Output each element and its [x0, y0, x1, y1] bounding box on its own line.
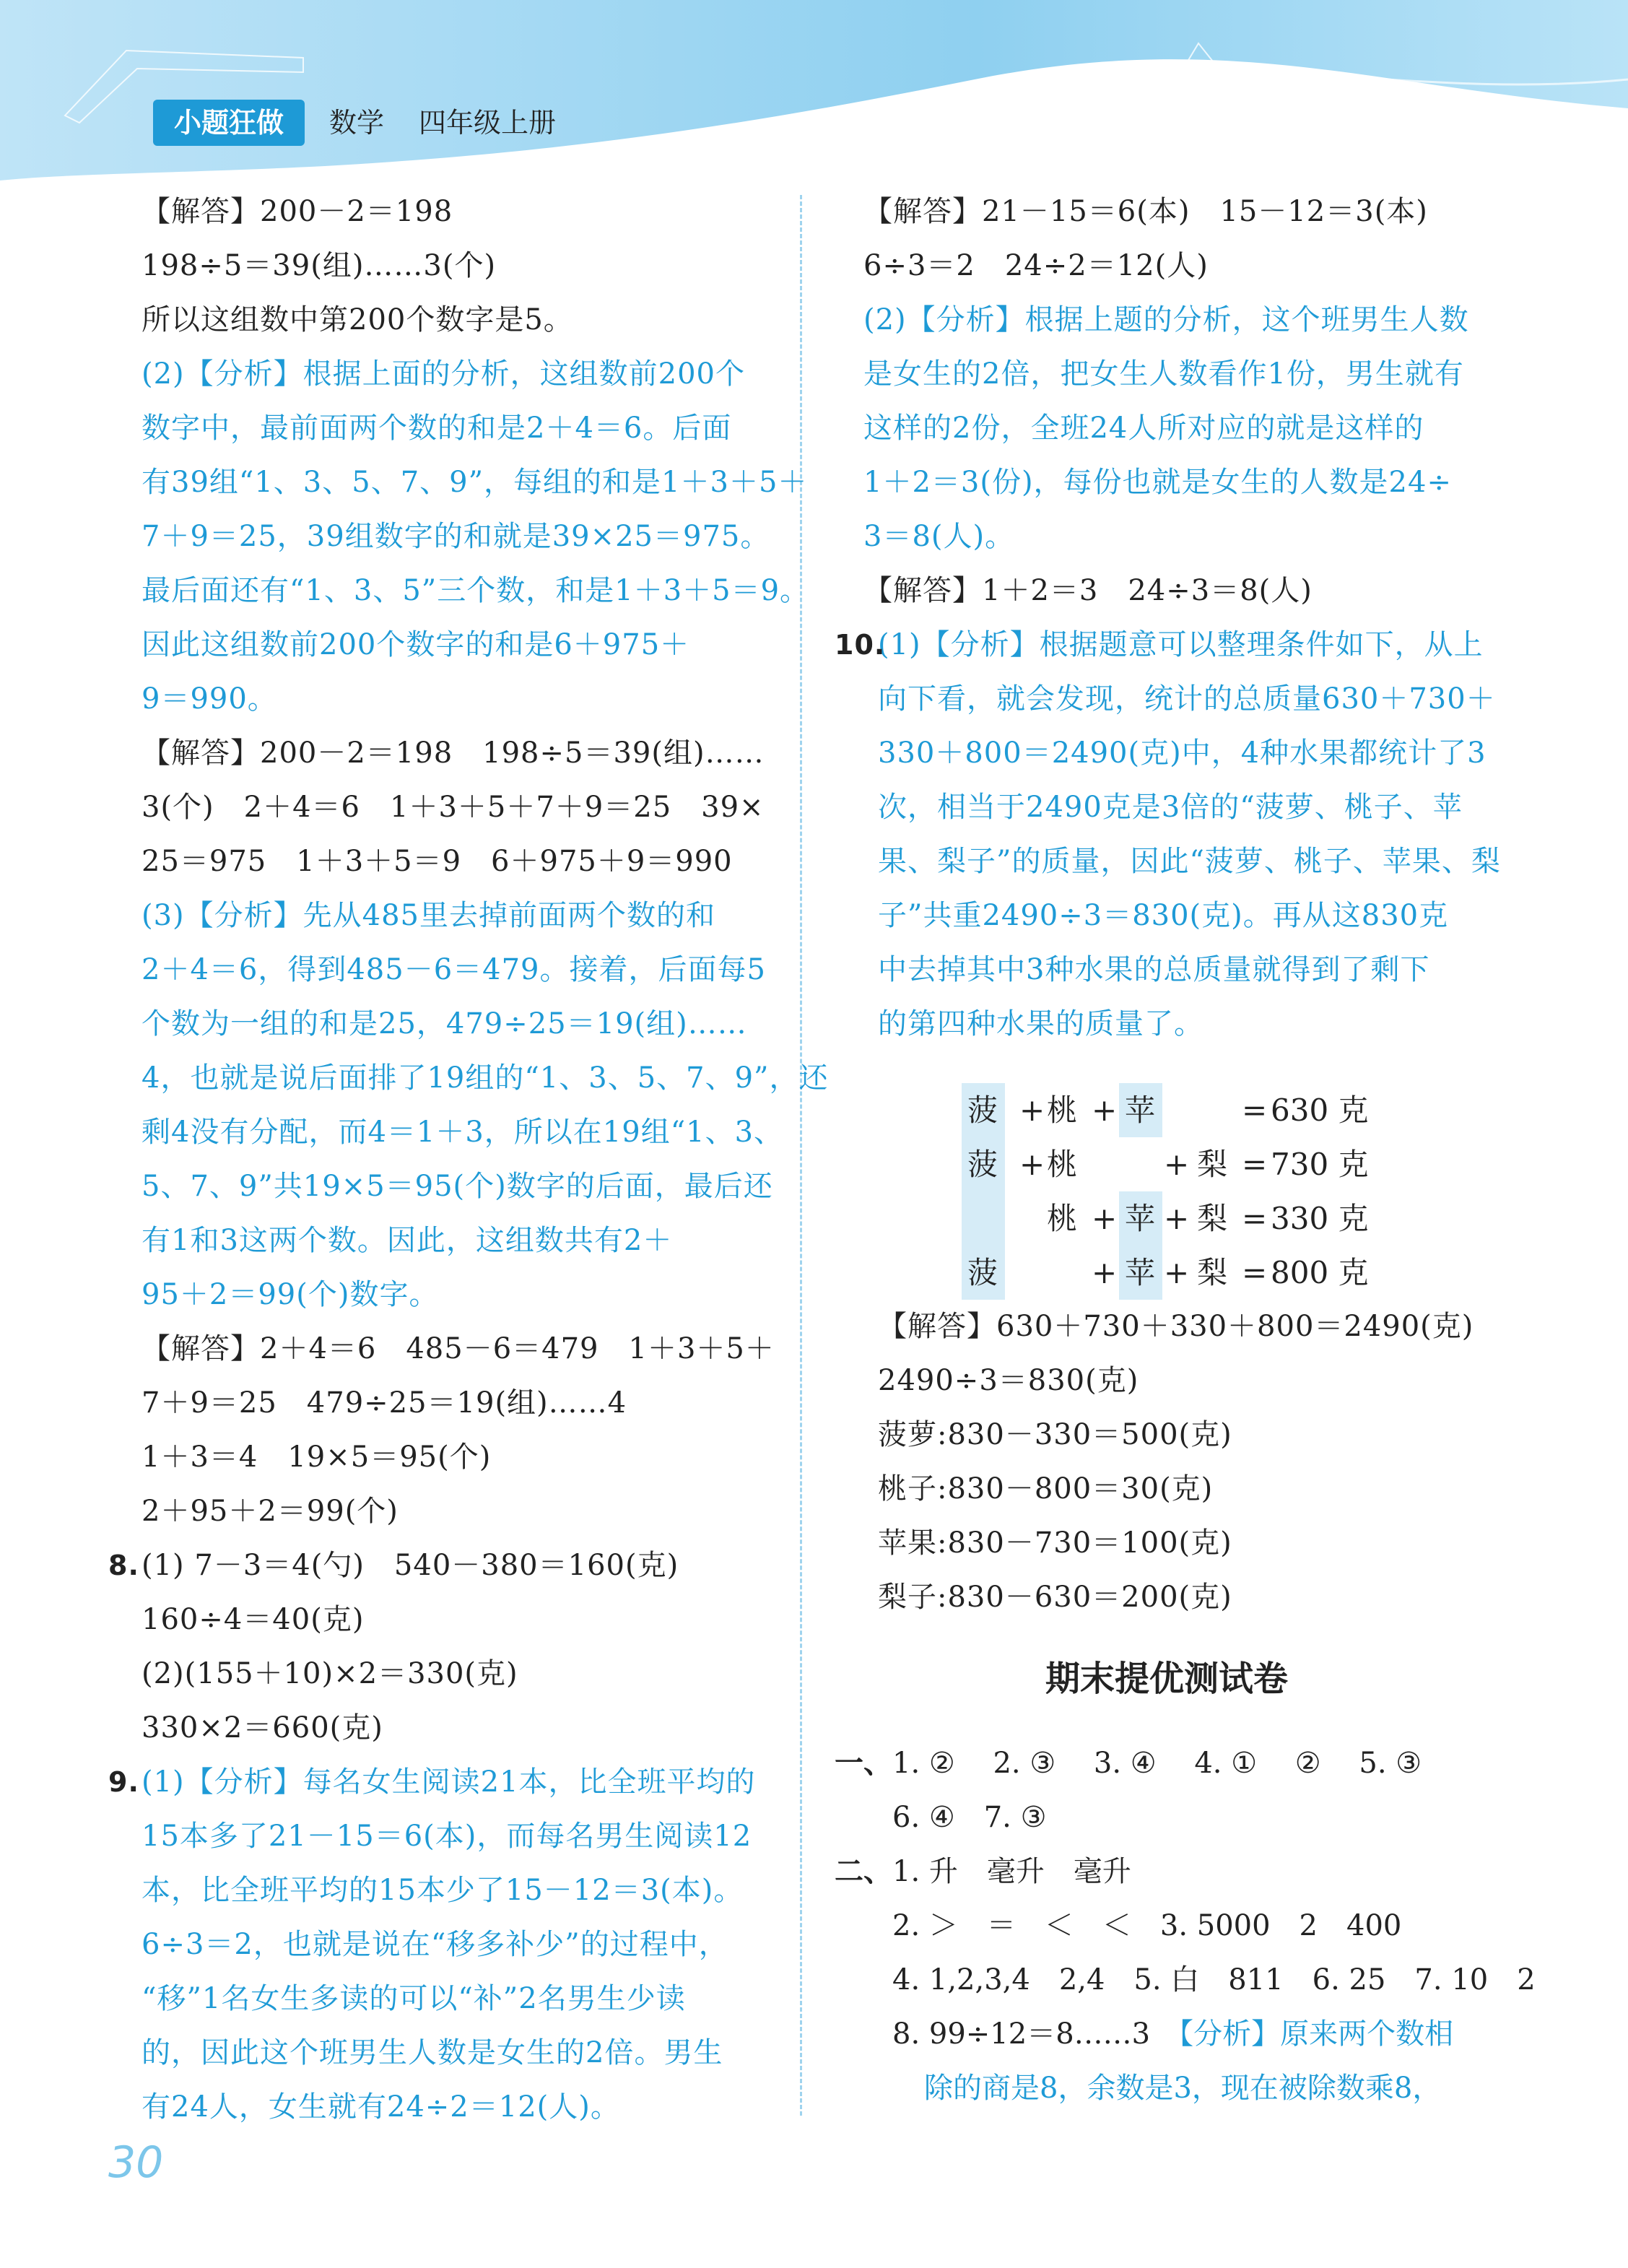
brand-tag: 小题狂做 [153, 100, 305, 146]
question-8-line: 8. (1) 7－3＝4(勺) 540－380＝160(克) [142, 1539, 777, 1593]
analysis-line: (2)【分析】根据上题的分析，这个班男生人数 [863, 303, 1469, 336]
analysis-line: (2)【分析】根据上面的分析，这组数前200个 [142, 357, 746, 391]
analysis-line: 最后面还有“1、3、5”三个数，和是1＋3＋5＝9。 [142, 574, 810, 607]
section-1-answers: 1. ② 2. ③ 3. ④ 4. ① ② 5. ③ [892, 1747, 1422, 1780]
analysis-line: 4，也就是说后面排了19组的“1、3、5、7、9”，还 [142, 1061, 829, 1095]
section-2-answers: 2. ＞ ＝ ＜ ＜ 3. 5000 2 400 [892, 1909, 1402, 1942]
question-number: 10. [835, 629, 886, 661]
question-number: 9. [108, 1766, 139, 1798]
answer-line: 【解答】1＋2＝3 24÷3＝8(人) [863, 574, 1313, 607]
analysis-line: 向下看，就会发现，统计的总质量630＋730＋ [878, 682, 1496, 716]
left-column [108, 185, 829, 2134]
subject-label: 数学 [329, 107, 385, 139]
analysis-line: 有39组“1、3、5、7、9”，每组的和是1＋3＋5＋ [142, 466, 808, 499]
analysis-line: 这样的2份，全班24人所对应的就是这样的 [863, 412, 1424, 445]
analysis-line: 数字中，最前面两个数的和是2＋4＝6。后面 [142, 412, 732, 445]
answer-line: 桃子:830－800＝30(克) [878, 1472, 1214, 1506]
answer-line: 3(个) 2＋4＝6 1＋3＋5＋7＋9＝25 39× [142, 791, 765, 824]
section-2-answers: 8. 99÷12＝8……3 【分析】原来两个数相 [892, 2017, 1454, 2051]
analysis-line: 1＋2＝3(份)，每份也就是女生的人数是24÷ [863, 466, 1452, 499]
answer-line: 7＋9＝25 479÷25＝19(组)……4 [142, 1386, 627, 1420]
analysis-line: 因此这组数前200个数字的和是6＋975＋ [142, 628, 690, 661]
analysis-line: 有24人，女生就有24÷2＝12(人)。 [142, 2090, 620, 2124]
analysis-line: 15本多了21－15＝6(本)，而每名男生阅读12 [142, 1820, 752, 1853]
analysis-line: 5、7、9”共19×5＝95(个)数字的后面，最后还 [142, 1170, 773, 1203]
analysis-line: 的，因此这个班男生人数是女生的2倍。男生 [142, 2036, 723, 2069]
analysis-line: 95＋2＝99(个)数字。 [142, 1278, 439, 1311]
analysis-line: 除的商是8，余数是3，现在被除数乘8， [924, 2072, 1442, 2105]
analysis-line: 剩4没有分配，而4＝1＋3，所以在19组“1、3、 [142, 1116, 784, 1149]
section-2-label: 二、 [835, 1855, 892, 1888]
analysis-line: 330＋800＝2490(克)中，4种水果都统计了3 [878, 737, 1486, 770]
analysis-line: 3＝8(人)。 [863, 520, 1015, 553]
analysis-line: (3)【分析】先从485里去掉前面两个数的和 [142, 899, 716, 932]
section-1-answers: 6. ④ 7. ③ [892, 1801, 1047, 1834]
answer-line: 梨子:830－630＝200(克) [878, 1581, 1232, 1614]
section-2-answers: 1. 升 毫升 毫升 [892, 1855, 1131, 1888]
question-10-line: 10. (1)【分析】根据题意可以整理条件如下，从上 [863, 618, 1499, 672]
analysis-line: 是女生的2倍，把女生人数看作1份，男生就有 [863, 357, 1464, 391]
answer-line: 160÷4＝40(克) [142, 1603, 365, 1636]
exam-section-title: 期末提优测试卷 [1045, 1659, 1288, 1699]
section-1-label: 一、 [835, 1747, 892, 1780]
answer-line: 【解答】2＋4＝6 485－6＝479 1＋3＋5＋ [142, 1332, 775, 1365]
answer-line: 【解答】21－15＝6(本) 15－12＝3(本) [863, 195, 1428, 228]
answer-line: 2＋95＋2＝99(个) [142, 1495, 399, 1528]
answer-line: 菠萝:830－330＝500(克) [878, 1418, 1232, 1451]
question-9-line: 9. (1)【分析】每名女生阅读21本，比全班平均的 [142, 1755, 777, 1809]
analysis-line: 中去掉其中3种水果的总质量就得到了剩下 [878, 953, 1430, 986]
answer-line: (2)(155＋10)×2＝330(克) [142, 1657, 518, 1690]
answer-line: 25＝975 1＋3＋5＝9 6＋975＋9＝990 [142, 845, 733, 878]
analysis-line: 个数为一组的和是25，479÷25＝19(组)…… [142, 1007, 747, 1040]
analysis-line: 2＋4＝6，得到485－6＝479。接着，后面每5 [142, 953, 766, 986]
answer-line: 【解答】630＋730＋330＋800＝2490(克) [878, 1310, 1474, 1343]
analysis-line: 的第四种水果的质量了。 [878, 1007, 1203, 1040]
right-column [835, 185, 1501, 1051]
analysis-line: 7＋9＝25，39组数字的和就是39×25＝975。 [142, 520, 770, 553]
text-line: 【解答】200－2＝198 [142, 195, 453, 228]
fruit-answer-block [878, 1300, 1513, 1625]
text-line: 198÷5＝39(组)……3(个) [142, 249, 497, 282]
page-number: 30 [108, 2137, 164, 2188]
analysis-line: “移”1名女生多读的可以“补”2名男生少读 [142, 1982, 686, 2015]
analysis-line: 子”共重2490÷3＝830(克)。再从这830克 [878, 899, 1449, 932]
text-line: 所以这组数中第200个数字是5。 [142, 303, 573, 336]
analysis-line: 次，相当于2490克是3倍的“菠萝、桃子、苹 [878, 791, 1463, 824]
analysis-line: 果、梨子”的质量，因此“菠萝、桃子、苹果、梨 [878, 845, 1501, 878]
analysis-line: 本，比全班平均的15本少了15－12＝3(本)。 [142, 1874, 744, 1907]
grade-label: 四年级上册 [419, 107, 557, 139]
analysis-line: 6÷3＝2，也就是说在“移多补少”的过程中， [142, 1928, 728, 1961]
analysis-line: 9＝990。 [142, 682, 277, 716]
analysis-line: 有1和3这两个数。因此，这组数共有2＋ [142, 1224, 673, 1257]
answer-line: 1＋3＝4 19×5＝95(个) [142, 1441, 492, 1474]
answer-line: 330×2＝660(克) [142, 1711, 383, 1745]
section-2-answers: 4. 1,2,3,4 2,4 5. 白 811 6. 25 7. 10 2 [892, 1963, 1536, 1997]
question-number: 8. [108, 1550, 139, 1581]
answer-line: 2490÷3＝830(克) [878, 1364, 1139, 1397]
answer-line: 【解答】200－2＝198 198÷5＝39(组)…… [142, 737, 765, 770]
answer-line: 苹果:830－730＝100(克) [878, 1526, 1232, 1560]
answer-line: 6÷3＝2 24÷2＝12(人) [863, 249, 1209, 282]
